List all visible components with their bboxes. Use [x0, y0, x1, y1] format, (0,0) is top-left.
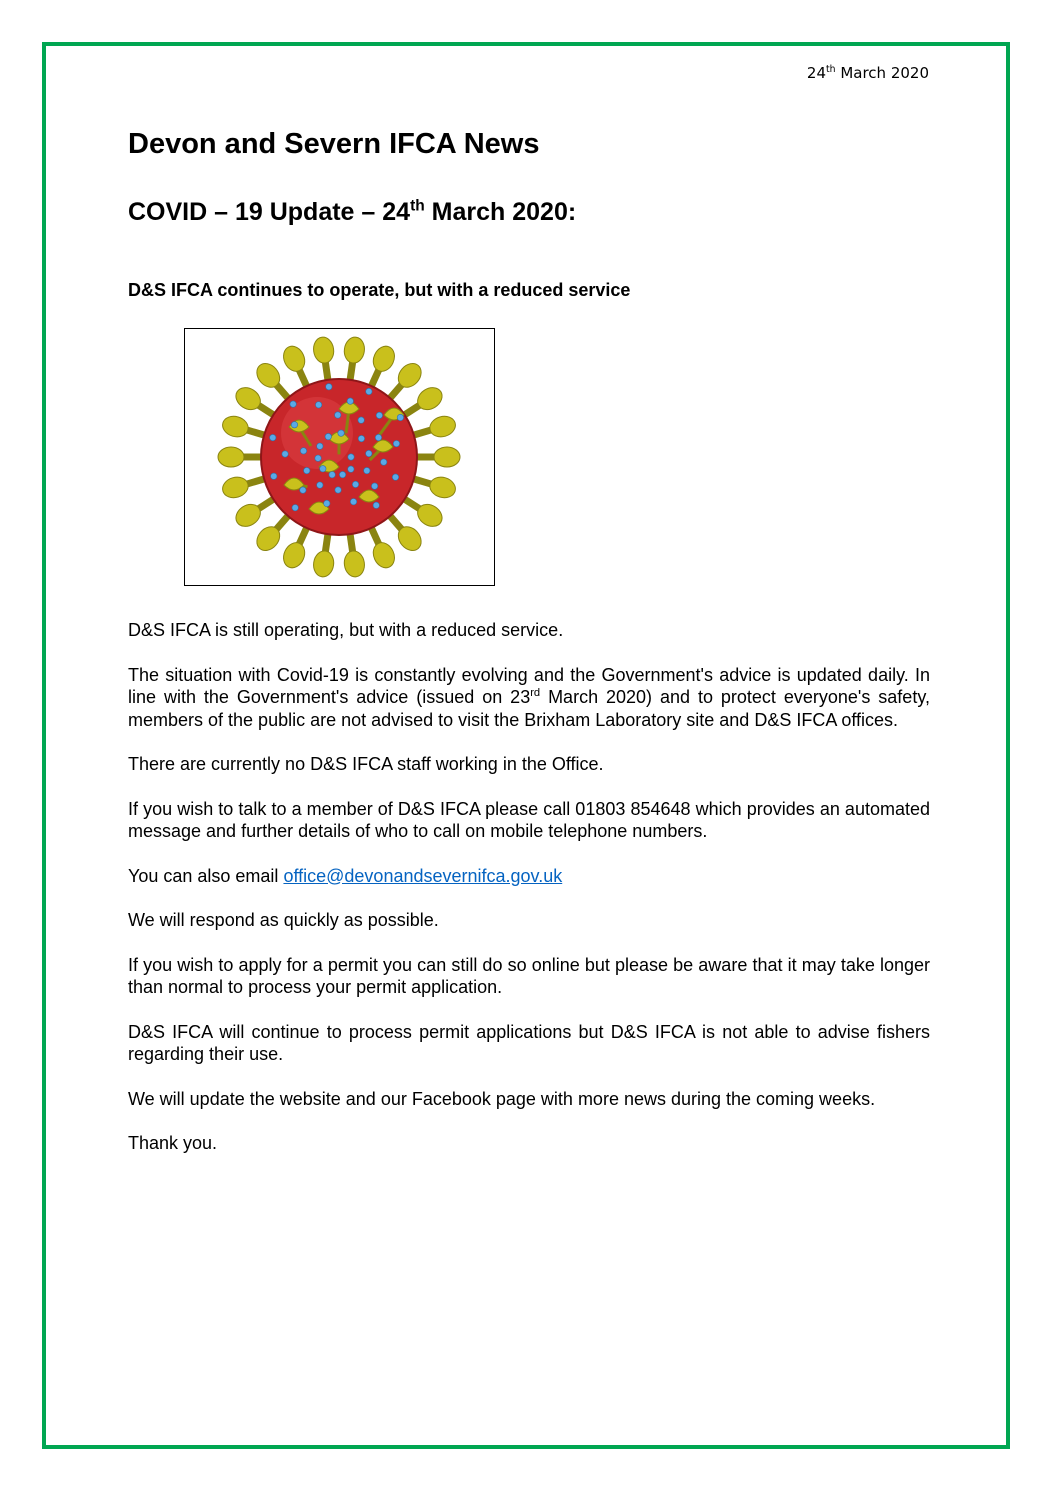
document-date: 24th March 2020 — [806, 64, 929, 82]
spike — [280, 343, 309, 375]
spike — [312, 336, 335, 365]
paragraph-7: If you wish to apply for a permit you can still do so online but please be aware that it may take longer than normal to process your permit application. — [128, 954, 930, 997]
paragraph-4: If you wish to talk to a member of D&S IFCA please call 01803 854648 which provides an automated message and further details of who to call on mobile telephone numbers. — [128, 798, 930, 841]
spike — [427, 413, 458, 440]
paragraph-6: We will respond as quickly as possible. — [128, 910, 439, 930]
update-heading: COVID – 19 Update – 24th March 2020: — [128, 197, 577, 226]
paragraph-10: Thank you. — [128, 1133, 218, 1153]
spike — [220, 413, 251, 440]
coronavirus-icon — [185, 329, 494, 585]
page-title: Devon and Severn IFCA News — [128, 128, 540, 160]
virus-image — [184, 328, 495, 586]
paragraph-1: D&S IFCA is still operating, but with a reduced service. — [128, 620, 564, 640]
subheading: D&S IFCA continues to operate, but with a reduced service — [128, 280, 631, 300]
spike — [434, 447, 460, 467]
spike — [427, 474, 458, 501]
spike — [218, 447, 244, 467]
spike — [369, 343, 398, 375]
paragraph-9: We will update the website and our Facebook page with more news during the coming weeks. — [128, 1088, 876, 1109]
spike — [343, 336, 366, 365]
paragraph-2: The situation with Covid-19 is constantly evolving and the Government's advice is updated daily. In line with the Government's advice (issued on 23rd March 2020) and to protect everyone's safety, members of the public are not advised to visit the Brixham Laboratory site and D&S IFCA offices. — [128, 664, 930, 730]
email-link[interactable]: office@devonandsevernifca.gov.uk — [283, 865, 563, 886]
paragraph-5: You can also email office@devonandsevernifca.gov.uk — [128, 865, 563, 886]
spike — [220, 474, 251, 501]
paragraph-3: There are currently no D&S IFCA staff working in the Office. — [128, 754, 604, 774]
spike — [312, 550, 335, 579]
spike — [369, 539, 398, 571]
spike — [343, 550, 366, 579]
spike — [280, 539, 309, 571]
article-body — [128, 619, 930, 1177]
paragraph-8: D&S IFCA will continue to process permit applications but D&S IFCA is not able to advise fishers regarding their use. — [128, 1021, 930, 1064]
